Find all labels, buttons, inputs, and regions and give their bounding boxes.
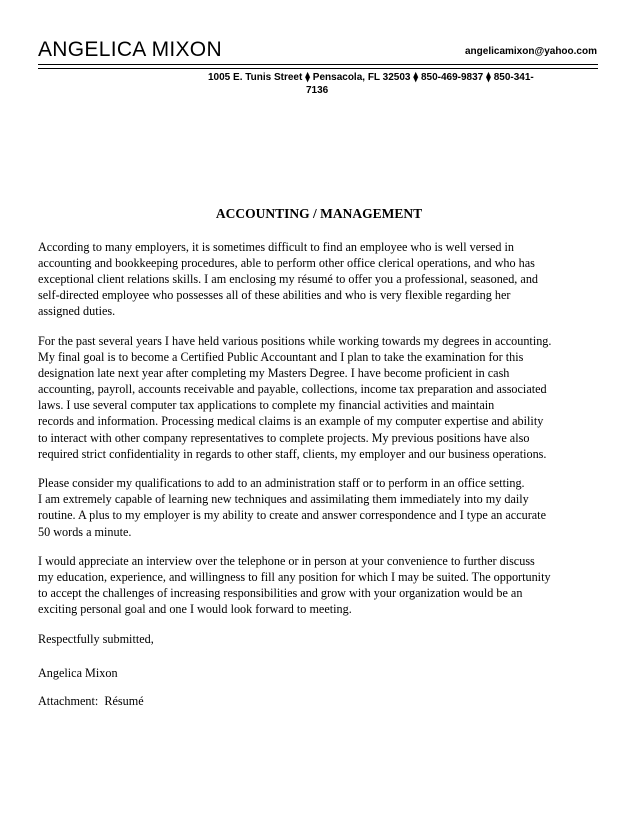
body-line: to interact with other company representatives to complete projects. My previous positions have also (38, 430, 530, 445)
paragraph-interview (38, 553, 613, 617)
body-line: routine. A plus to my employer is my ability to create and answer correspondence and I type an accurate (38, 508, 546, 523)
letter-title: ACCOUNTING / MANAGEMENT (215, 206, 423, 221)
email-address: angelicamixon@yahoo.com (464, 46, 597, 57)
body-line: required strict confidentiality in regards to other staff, clients, my employer and our business operations. (38, 446, 547, 461)
letter-body (38, 239, 613, 647)
address-line-1: 1005 E. Tunis Street ⧫ Pensacola, FL 32503 ⧫ 850-469-9837 ⧫ 850-341- (208, 72, 534, 83)
body-line: For the past several years I have held various positions while working towards my degrees in accounting. (38, 333, 552, 348)
body-line: 50 words a minute. (38, 524, 132, 539)
body-line: According to many employers, it is sometimes difficult to find an employee who is well versed in (38, 240, 515, 254)
paragraph-qualifications (38, 475, 613, 539)
header-rule-thick (38, 64, 598, 65)
paragraph-intro (38, 239, 613, 319)
body-line: accounting, payroll, accounts receivable and payable, collections, income tax preparation and associated (38, 382, 547, 397)
closing-line: Respectfully submitted, (38, 631, 154, 646)
body-line: designation late next year after completing my Masters Degree. I have become proficient in cash (38, 366, 510, 381)
body-line: laws. I use several computer tax applications to complete my financial activities and maintain (38, 398, 495, 413)
body-line: self-directed employee who possesses all of these abilities and who is very flexible regarding her (38, 288, 511, 303)
header-rule-thin (38, 68, 598, 69)
body-line: exciting personal goal and one I would look forward to meeting. (38, 602, 352, 617)
body-line: Please consider my qualifications to add to an administration staff or to perform in an office setting. (38, 476, 525, 491)
paragraph-experience (38, 333, 613, 462)
body-line: My final goal is to become a Certified Public Accountant and I plan to take the examination for this (38, 350, 524, 365)
body-line: my education, experience, and willingness to fill any position for which I may be suited. The opportunity (38, 570, 551, 585)
body-line: records and information. Processing medical claims is an example of my computer expertise and ability (38, 414, 544, 429)
body-line: accounting and bookkeeping procedures, able to perform other office clerical operations, and who has (38, 256, 535, 271)
contact-address-block (208, 71, 590, 97)
body-line: I am extremely capable of learning new techniques and assimilating them immediately into my daily (38, 492, 529, 507)
address-line-2: 7136 (306, 85, 329, 96)
body-line: to accept the challenges of increasing responsibilities and grow with your organization would be an (38, 586, 523, 601)
applicant-name-heading: ANGELICA MIXON (38, 38, 222, 61)
body-line: exceptional client relations skills. I am enclosing my résumé to offer you a professional, seasoned, and (38, 272, 539, 287)
attachment-note: Attachment: Résumé (38, 694, 144, 708)
signature-name: Angelica Mixon (38, 666, 118, 680)
body-line: I would appreciate an interview over the telephone or in person at your convenience to further discuss (38, 554, 535, 569)
body-line: assigned duties. (38, 304, 116, 319)
